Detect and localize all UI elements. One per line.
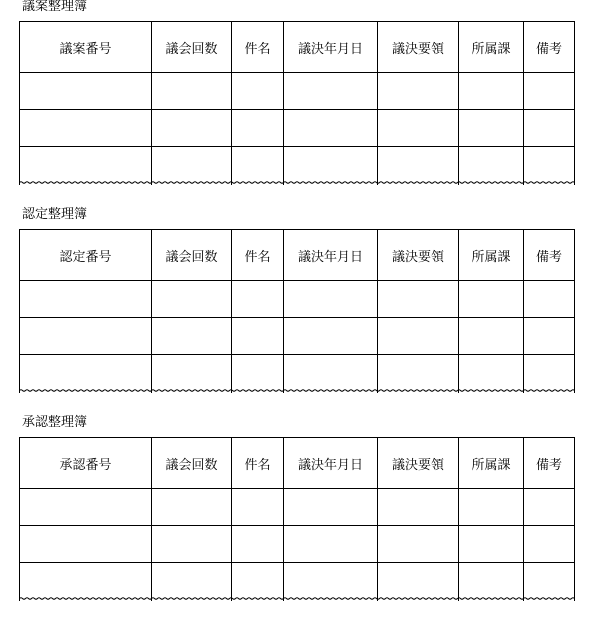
section-certification-register: [0, 208, 593, 408]
cell: [232, 281, 284, 318]
col-header-department: 所属課: [459, 22, 524, 73]
register-table: [19, 21, 575, 185]
col-header-resolution-date: 議決年月日: [284, 230, 378, 281]
wavy-cut-line: [19, 388, 575, 396]
cell: [378, 110, 459, 147]
col-header-remarks: 備考: [524, 438, 575, 489]
cell: [524, 489, 575, 526]
col-header-subject: 件名: [232, 230, 284, 281]
cell: [232, 73, 284, 110]
col-header-department: 所属課: [459, 438, 524, 489]
col-header-department: 所属課: [459, 230, 524, 281]
cell: [284, 526, 378, 563]
cell: [378, 281, 459, 318]
cell: [232, 489, 284, 526]
cell: [459, 73, 524, 110]
col-header-resolution-date: 議決年月日: [284, 438, 378, 489]
col-header-number: 議案番号: [20, 22, 152, 73]
cell: [152, 73, 232, 110]
cell: [284, 281, 378, 318]
cell: [459, 281, 524, 318]
section-bill-register: [0, 0, 593, 200]
cell: [20, 281, 152, 318]
header-row: [20, 230, 575, 281]
cell: [152, 110, 232, 147]
header-row: [20, 438, 575, 489]
col-header-session: 議会回数: [152, 230, 232, 281]
cell: [152, 318, 232, 355]
col-header-resolution-summary: 議決要領: [378, 230, 459, 281]
cell: [152, 489, 232, 526]
col-header-subject: 件名: [232, 22, 284, 73]
cell: [152, 526, 232, 563]
table-row: [20, 281, 575, 318]
cell: [524, 110, 575, 147]
cell: [524, 526, 575, 563]
cell: [232, 318, 284, 355]
table-row: [20, 110, 575, 147]
cell: [524, 73, 575, 110]
col-header-resolution-summary: 議決要領: [378, 22, 459, 73]
cell: [20, 526, 152, 563]
wavy-cut-line: [19, 180, 575, 188]
section-title: 議案整理簿: [22, 0, 88, 14]
cell: [459, 110, 524, 147]
col-header-remarks: 備考: [524, 22, 575, 73]
cell: [459, 526, 524, 563]
cell: [20, 318, 152, 355]
cell: [459, 489, 524, 526]
cell: [378, 489, 459, 526]
cell: [284, 110, 378, 147]
col-header-number: 認定番号: [20, 230, 152, 281]
cell: [378, 526, 459, 563]
cell: [524, 281, 575, 318]
section-title: 承認整理簿: [22, 415, 88, 430]
cell: [284, 318, 378, 355]
cell: [232, 110, 284, 147]
col-header-remarks: 備考: [524, 230, 575, 281]
col-header-resolution-date: 議決年月日: [284, 22, 378, 73]
table-row: [20, 73, 575, 110]
cell: [459, 318, 524, 355]
wavy-cut-line: [19, 596, 575, 604]
cell: [20, 489, 152, 526]
cell: [284, 489, 378, 526]
col-header-subject: 件名: [232, 438, 284, 489]
cell: [524, 318, 575, 355]
header-row: [20, 22, 575, 73]
register-table: [19, 437, 575, 601]
cell: [20, 73, 152, 110]
col-header-session: 議会回数: [152, 22, 232, 73]
table-row: [20, 526, 575, 563]
col-header-session: 議会回数: [152, 438, 232, 489]
cell: [152, 281, 232, 318]
cell: [378, 318, 459, 355]
cell: [20, 110, 152, 147]
section-approval-register: [0, 416, 593, 616]
col-header-number: 承認番号: [20, 438, 152, 489]
section-title: 認定整理簿: [22, 207, 88, 222]
cell: [378, 73, 459, 110]
cell: [284, 73, 378, 110]
table-row: [20, 489, 575, 526]
col-header-resolution-summary: 議決要領: [378, 438, 459, 489]
register-table: [19, 229, 575, 393]
cell: [232, 526, 284, 563]
table-row: [20, 318, 575, 355]
